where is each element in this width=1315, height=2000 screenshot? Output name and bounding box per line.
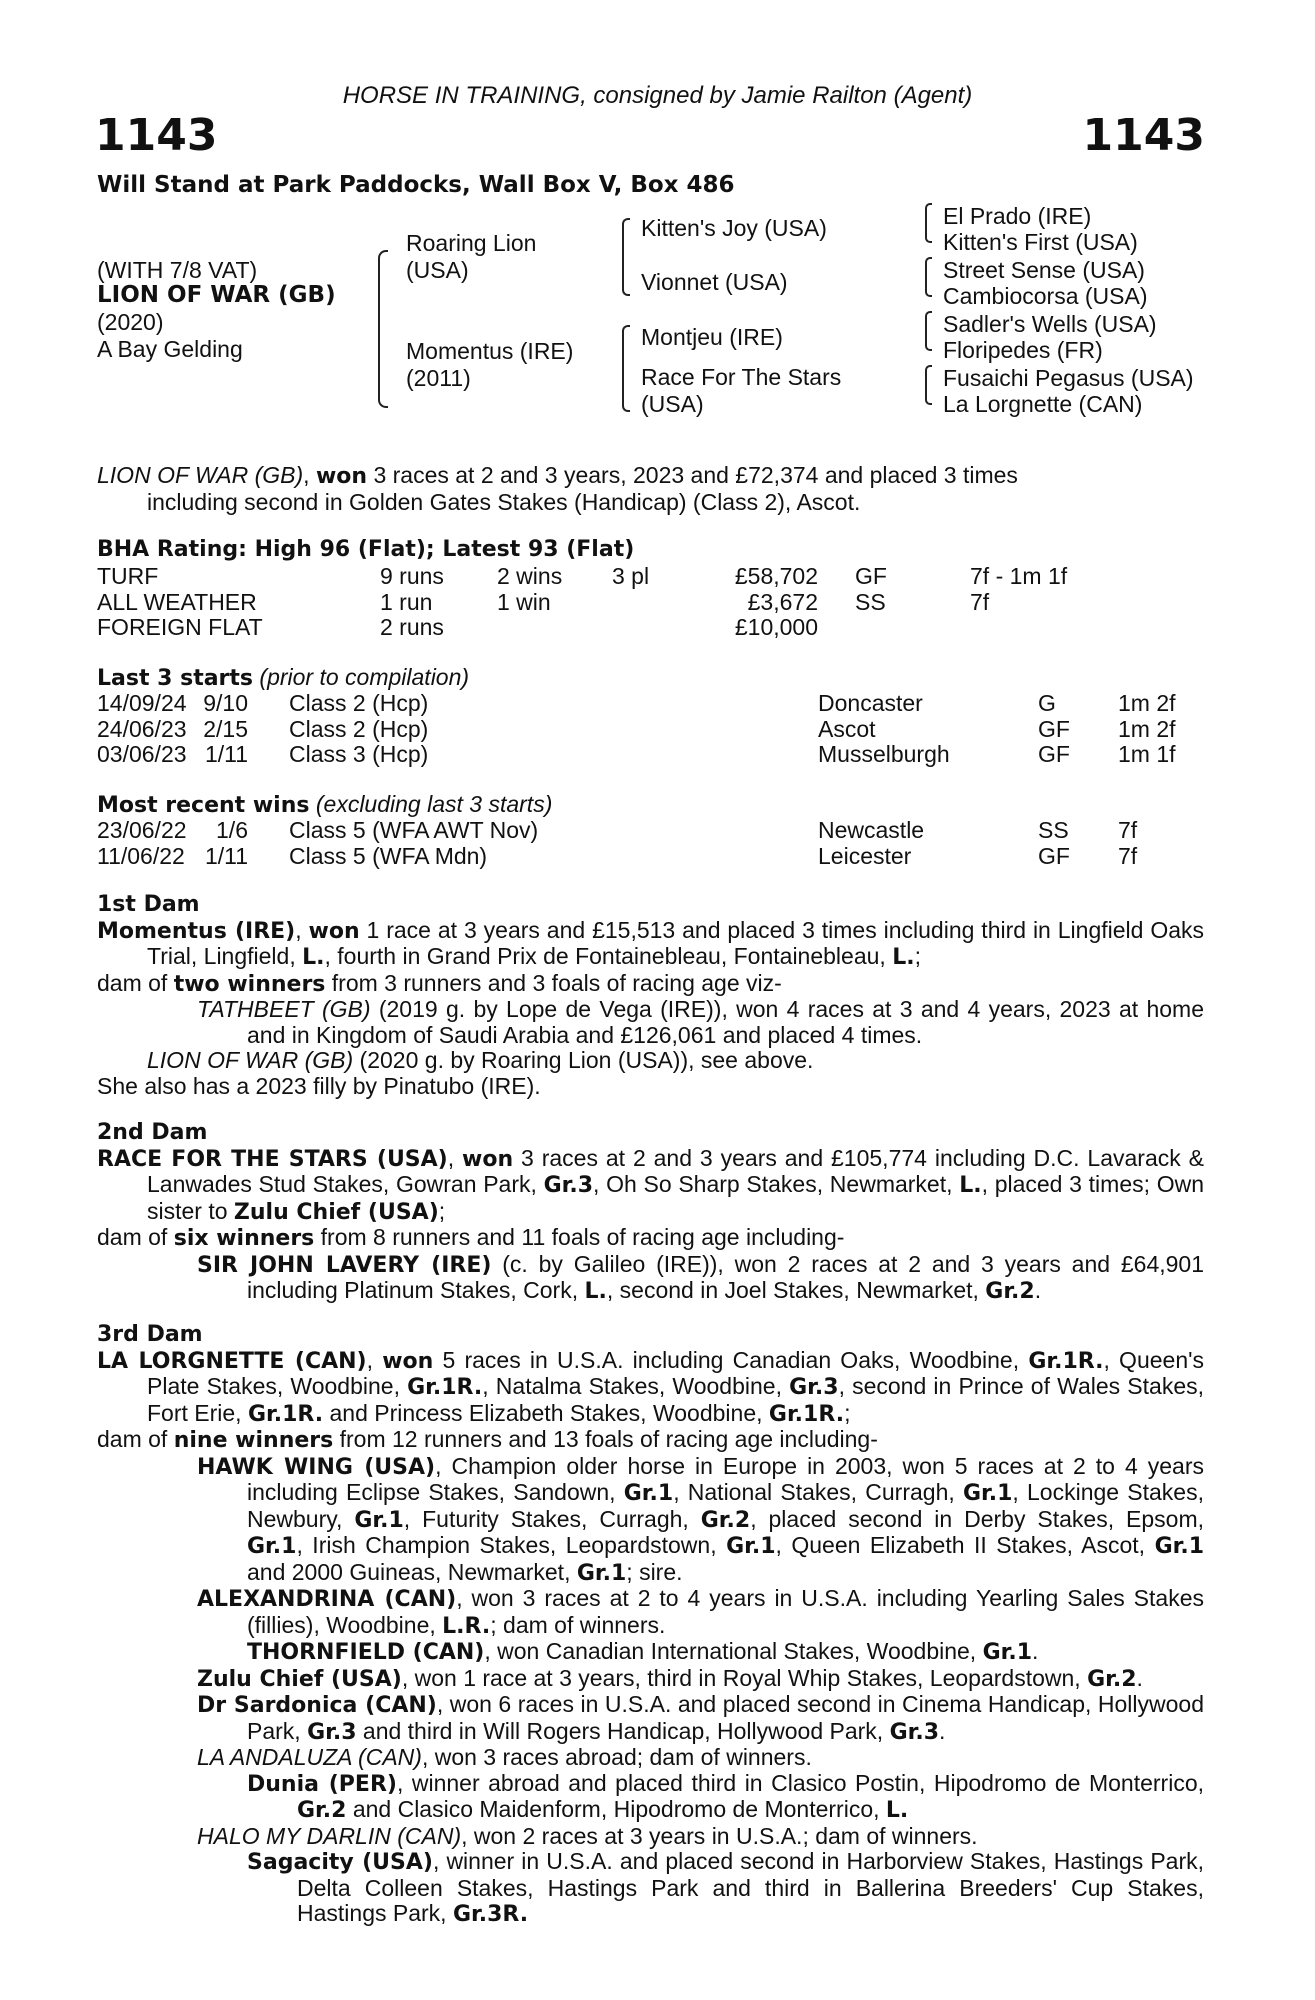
third-dam-winners: nine winners — [173, 1428, 334, 1453]
last3-distance: 1m 1f — [1118, 741, 1176, 767]
third-dam-grade-1: Gr.1R. — [1028, 1348, 1104, 1374]
second-dam-winners: six winners — [173, 1226, 315, 1251]
first-dam-listed-1: L. — [302, 945, 325, 970]
last3-course: Ascot — [818, 715, 876, 742]
dunia-grade: Gr.2 — [297, 1798, 347, 1823]
alexandrina-grade: L.R. — [442, 1613, 491, 1639]
halo-my-darlin-text: , won 2 races at 3 years in U.S.A.; dam of winners. — [461, 1822, 978, 1849]
first-dam-won: won — [308, 918, 360, 944]
progeny-sir-john-lavery-text: (c. by Galileo (IRE)), won 2 races at 2 and 3 years and £64,901 including Platinum Stakes, Cork, — [247, 1250, 1204, 1303]
first-dam-damof: dam of — [97, 969, 174, 996]
hawk-g5: Gr.1 — [247, 1534, 297, 1559]
recent-heading-line — [97, 791, 552, 818]
dr-sardonica-text-3: . — [939, 1717, 946, 1744]
hawk-g4: Gr.2 — [700, 1507, 751, 1533]
progeny-sagacity — [97, 1849, 1204, 1928]
pedigree-brace-dd — [925, 365, 932, 405]
dam-sire: Montjeu (IRE) — [641, 324, 783, 350]
second-dam-damof-rest: from 8 runners and 11 foals of racing age including- — [314, 1224, 845, 1250]
third-dam-grade-4: Gr.1R. — [247, 1401, 324, 1427]
third-dam-won: won — [382, 1348, 434, 1374]
dr-sardonica-grade-1: Gr.3 — [307, 1719, 357, 1745]
last3-course: Musselburgh — [818, 741, 950, 767]
gp-dsd: Floripedes (FR) — [943, 337, 1103, 363]
progeny-halo-my-darlin — [97, 1824, 1204, 1850]
last3-race: Class 2 (Hcp) — [289, 690, 429, 716]
progeny-sjl-listed: L. — [584, 1279, 607, 1304]
third-dam-section: 3rd Dam LA LORGNETTE (CAN), won 5 races in U.S.A. including Canadian Oaks, Woodbine, Gr.1R., Queen's Plate Stakes, Woodbine, Gr.1R., Natalma Stakes, Woodbine, Gr.3, second in Prince of Wales Stakes, Fort Erie, Gr.1R. and Princess Elizabeth Stakes, Woodbine, Gr.1R.; dam of nine winners from 12 runners and 13 foals of racing age including- HAWK WING (USA), Champion older horse in Europe in 2003, won 5 races at 2 to 4 years including Eclipse Stakes, Sandown, Gr.1, National Stakes, Curragh, Gr.1, Lockinge Stakes, Newbury, Gr.1, Futurity Stakes, Curragh, Gr.2, placed second in Derby Stakes, Epsom, Gr.1, Irish Champion Stakes, Leopardstown, Gr.1, Queen Elizabeth II Stakes, Ascot, Gr.1 and 2000 Guineas, Newmarket, Gr.1; sire. ALEXANDRINA (CAN), won 3 races at 2 to 4 years in U.S.A. including Yearling Sales Stakes (fillies), Woodbine, L.R.; dam of winners. THORNFIELD (CAN), won Canadian International Stakes, Woodbine, Gr.1. Zulu Chief (USA), won 1 race at 3 years, third in Royal Whip Stakes, Leopardstown, Gr.2. Dr Sardonica (CAN), won 6 races in U.S.A. and placed second in Cinema Handicap, Hollywood Park, Gr.3 and third in Will Rogers Handicap, Hollywood Park, Gr.3. LA ANDALUZA (CAN), won 3 races abroad; dam of winners. Dunia (PER), winner abroad and placed third in Clasico Postin, Hipodromo de Monterrico, Gr.2 and Clasico Maidenform, Hipodromo de Monterrico, L. HALO MY DARLIN (CAN), won 2 races at 3 years in U.S.A.; dam of winners. Sagacity (USA), winner in U.S.A. and placed second in Harborview Stakes, Hastings Park, Delta Colleen Stakes, Hastings Park and third in Ballerina Breeders' Cup Stakes, Hastings Park, Gr.3R. — [97, 1322, 1205, 1927]
progeny-dunia — [97, 1771, 1204, 1824]
hawk-g7: Gr.1 — [1154, 1534, 1204, 1559]
third-dam-damof-rest: from 12 runners and 13 foals of racing age including- — [333, 1426, 878, 1452]
la-andaluza-text: , won 3 races abroad; dam of winners. — [421, 1744, 812, 1770]
sagacity-text: , winner in U.S.A. and placed second in Harborview Stakes, Hastings Park, Delta Colleen Stakes, Hastings Park and third in Ballerina Breeders' Cup Stakes, Hastings Park, — [297, 1848, 1205, 1926]
dunia-listed: L. — [885, 1798, 909, 1823]
summary-text-b: including second in Golden Gates Stakes (Handicap) (Class 2), Ascot. — [147, 488, 861, 515]
progeny-alexandrina — [97, 1586, 1204, 1639]
zulu-chief-text-2: . — [1136, 1664, 1143, 1691]
first-dam-text-3: ; — [914, 943, 921, 969]
thornfield-grade: Gr.1 — [982, 1640, 1033, 1665]
zulu-chief-name: Zulu Chief (USA) — [197, 1666, 402, 1692]
recent-position: 1/11 — [204, 842, 248, 869]
rating-runs: 2 runs — [380, 614, 444, 640]
dam-name: Momentus (IRE) — [406, 338, 574, 364]
thornfield-name: THORNFIELD (CAN) — [247, 1640, 485, 1665]
recent-date: 23/06/22 — [97, 817, 187, 843]
last3-race: Class 3 (Hcp) — [289, 741, 429, 767]
alexandrina-name: ALEXANDRINA (CAN) — [197, 1587, 457, 1612]
hawk-t7: , Queen Elizabeth II Stakes, Ascot, — [775, 1532, 1155, 1558]
progeny-zulu-chief — [97, 1666, 1204, 1693]
summary-won: won — [315, 464, 368, 489]
third-dam-text-2: , Queen's Plate Stakes, Woodbine, — [147, 1346, 1205, 1399]
pedigree-brace-sd — [925, 257, 932, 297]
rating-distance: 7f - 1m 1f — [970, 563, 1068, 589]
recent-race: Class 5 (WFA AWT Nov) — [289, 817, 539, 843]
last3-position: 1/11 — [204, 741, 248, 767]
rating-distance: 7f — [970, 588, 990, 615]
consignor-line: HORSE IN TRAINING, consigned by Jamie Railton (Agent) — [342, 82, 973, 109]
progeny-hawk-wing — [97, 1454, 1204, 1587]
progeny-dr-sardonica — [97, 1692, 1204, 1745]
dunia-text-2: and Clasico Maidenform, Hipodromo de Monterrico, — [346, 1796, 886, 1822]
third-dam-heading: 3rd Dam — [97, 1322, 203, 1347]
sire-sire: Kitten's Joy (USA) — [641, 215, 827, 241]
first-dam-name: Momentus (IRE) — [97, 918, 296, 944]
first-dam-also: She also has a 2023 filly by Pinatubo (IRE). — [97, 1072, 541, 1099]
halo-my-darlin-name: HALO MY DARLIN (CAN) — [197, 1822, 462, 1849]
last3-going: GF — [1038, 741, 1070, 767]
rating-surface: TURF — [97, 563, 159, 589]
gp-dds: Fusaichi Pegasus (USA) — [943, 365, 1194, 391]
last3-going: G — [1038, 690, 1056, 716]
last3-note: (prior to compilation) — [259, 664, 470, 690]
rating-runs: 9 runs — [380, 563, 444, 589]
third-dam-text-6: ; — [844, 1399, 851, 1426]
second-dam-damof: dam of — [97, 1224, 174, 1250]
recent-course: Leicester — [818, 842, 912, 869]
first-dam-section: 1st Dam Momentus (IRE), won 1 race at 3 years and £15,513 and placed 3 times including third in Lingfield Oaks Trial, Lingfield, L., fourth in Grand Prix de Fontainebleau, Fontainebleau, L.; dam of two winners from 3 runners and 3 foals of racing age viz- TATHBEET (GB) (2019 g. by Lope de Vega (IRE)), won 4 races at 3 and 4 years, 2023 at home and in Kingdom of Saudi Arabia and £126,061 and placed 4 times. LION OF WAR (GB) (2020 g. by Roaring Lion (USA)), see above. She also has a 2023 filly by Pinatubo (IRE). — [97, 892, 1205, 1099]
progeny-thornfield — [97, 1639, 1204, 1666]
hawk-t3: , Lockinge Stakes, Newbury, — [247, 1479, 1204, 1532]
zulu-chief-text: , won 1 race at 3 years, third in Royal Whip Stakes, Leopardstown, — [401, 1664, 1088, 1691]
rating-heading: BHA Rating: High 96 (Flat); Latest 93 (Flat) — [97, 537, 635, 562]
progeny-sir-john-lavery: SIR JOHN LAVERY (IRE) — [197, 1252, 492, 1278]
pedigree-brace-ss — [925, 203, 932, 243]
last3-date: 24/06/23 — [97, 715, 187, 742]
hawk-t8: and 2000 Guineas, Newmarket, — [247, 1558, 577, 1585]
gp-sss: El Prado (IRE) — [943, 203, 1092, 229]
hawk-g3: Gr.1 — [354, 1507, 404, 1533]
pedigree-brace-sire — [622, 218, 630, 296]
recent-distance: 7f — [1118, 842, 1138, 869]
rating-runs: 1 run — [380, 588, 433, 615]
third-dam-grade-5: Gr.1R. — [768, 1401, 845, 1427]
progeny-sjl-grade: Gr.2 — [985, 1279, 1035, 1304]
horse-name: LION OF WAR (GB) — [97, 282, 336, 308]
second-dam-text-2: , Oh So Sharp Stakes, Newmarket, — [593, 1171, 960, 1197]
alexandrina-text: , won 3 races at 2 to 4 years in U.S.A. including Yearling Sales Stakes (fillies), Woodbine, — [247, 1585, 1204, 1638]
rating-wins: 1 win — [497, 588, 551, 615]
last3-race: Class 2 (Hcp) — [289, 715, 429, 742]
gp-sds: Street Sense (USA) — [943, 257, 1145, 283]
stand-location: Will Stand at Park Paddocks, Wall Box V, Box 486 — [97, 172, 735, 198]
pedigree-brace-ds — [925, 311, 932, 351]
sagacity-grade: Gr.3R. — [452, 1902, 529, 1927]
hawk-wing-name: HAWK WING (USA) — [197, 1454, 436, 1480]
lot-number-left: 1143 — [95, 110, 218, 161]
rating-wins: 2 wins — [497, 563, 563, 589]
dam-dam-country: (USA) — [641, 391, 704, 417]
sagacity-name: Sagacity (USA) — [247, 1850, 433, 1875]
hawk-t9: ; sire. — [626, 1558, 683, 1585]
hawk-wing-text: , Champion older horse in Europe in 2003, won 5 races at 2 to 4 years including Eclipse Stakes, Sandown, — [247, 1452, 1204, 1505]
rating-prize: £3,672 — [747, 588, 818, 615]
race-summary: LION OF WAR (GB), won 3 races at 2 and 3 years, 2023 and £72,374 and placed 3 times including second in Golden Gates Stakes (Handicap) (Class 2), Ascot. — [97, 462, 1018, 515]
recent-race: Class 5 (WFA Mdn) — [289, 842, 488, 869]
second-dam-section: 2nd Dam RACE FOR THE STARS (USA), won 3 races at 2 and 3 years and £105,774 including D.C. Lavarack & Lanwades Stud Stakes, Gowran Park, Gr.3, Oh So Sharp Stakes, Newmarket, L., placed 3 times; Own sister to Zulu Chief (USA); dam of six winners from 8 runners and 11 foals of racing age including- SIR JOHN LAVERY (IRE) (c. by Galileo (IRE)), won 2 races at 2 and 3 years and £64,901 including Platinum Stakes, Cork, L., second in Joel Stakes, Newmarket, Gr.2. — [97, 1120, 1204, 1304]
second-dam-listed: L. — [959, 1173, 982, 1198]
last3-distance: 1m 2f — [1118, 715, 1176, 742]
dr-sardonica-grade-2: Gr.3 — [889, 1719, 940, 1745]
rating-prize: £58,702 — [734, 563, 818, 589]
zulu-chief-grade: Gr.2 — [1087, 1666, 1137, 1692]
hawk-t5: , placed second in Derby Stakes, Epsom, — [750, 1505, 1204, 1532]
last3-going: GF — [1038, 715, 1070, 742]
last3-position: 9/10 — [203, 690, 248, 716]
dunia-name: Dunia (PER) — [247, 1771, 397, 1797]
hawk-g1: Gr.1 — [623, 1481, 674, 1506]
recent-note: (excluding last 3 starts) — [315, 791, 553, 817]
progeny-lion-of-war-text: (2020 g. by Roaring Lion (USA)), see above. — [353, 1047, 814, 1073]
rating-surface: FOREIGN FLAT — [97, 614, 263, 640]
second-dam-grade-1: Gr.3 — [543, 1173, 594, 1198]
last3-heading-line — [97, 664, 469, 691]
last3-date: 03/06/23 — [97, 741, 187, 767]
sire-dam: Vionnet (USA) — [641, 269, 788, 295]
third-dam-text-3: , Natalma Stakes, Woodbine, — [482, 1373, 790, 1399]
hawk-g8: Gr.1 — [576, 1560, 627, 1586]
second-dam-text: 3 races at 2 and 3 years and £105,774 including D.C. Lavarack & Lanwades Stud Stakes, Gowran Park, — [147, 1144, 1204, 1197]
first-dam-text: 1 race at 3 years and £15,513 and placed 3 times including third in Lingfield Oaks Trial, Lingfield, — [147, 916, 1205, 969]
progeny-lion-of-war: LION OF WAR (GB) — [147, 1047, 354, 1073]
rating-prize: £10,000 — [734, 614, 818, 640]
last3-heading: Last 3 starts — [97, 666, 254, 691]
recent-date: 11/06/22 — [97, 842, 185, 869]
thornfield-text-2: . — [1032, 1638, 1039, 1664]
summary-text-a: 3 races at 2 and 3 years, 2023 and £72,374 and placed 3 times — [367, 462, 1018, 488]
third-dam-grade-3: Gr.3 — [789, 1375, 839, 1400]
second-dam-text-4: ; — [438, 1197, 446, 1224]
progeny-tathbeet: TATHBEET (GB) — [197, 996, 371, 1022]
recent-course: Newcastle — [818, 817, 925, 843]
dam-dam: Race For The Stars — [641, 364, 842, 390]
second-dam-heading: 2nd Dam — [97, 1120, 208, 1145]
rating-places: 3 pl — [612, 563, 650, 589]
third-dam-damof: dam of — [97, 1426, 174, 1452]
hawk-t2: , National Stakes, Curragh, — [673, 1479, 963, 1505]
alexandrina-text-2: ; dam of winners. — [490, 1611, 666, 1638]
second-dam-won: won — [462, 1146, 514, 1172]
gp-ddd: La Lorgnette (CAN) — [943, 391, 1143, 417]
recent-going: SS — [1038, 817, 1069, 843]
gp-ssd: Kitten's First (USA) — [943, 229, 1138, 255]
progeny-sjl-text-3: . — [1034, 1277, 1042, 1303]
gp-sdd: Cambiocorsa (USA) — [943, 283, 1148, 309]
dam-year: (2011) — [406, 365, 471, 391]
progeny-la-andaluza — [97, 1745, 1204, 1771]
last3-position: 2/15 — [203, 715, 248, 742]
rating-going: SS — [855, 588, 886, 615]
progeny-sjl-text-2: , second in Joel Stakes, Newmarket, — [606, 1277, 986, 1303]
first-dam-text-2: , fourth in Grand Prix de Fontainebleau, Fontainebleau, — [324, 943, 893, 969]
pedigree-brace-main — [378, 250, 388, 408]
third-dam-text-5: and Princess Elizabeth Stakes, Woodbine, — [323, 1399, 769, 1426]
progeny-tathbeet-text: (2019 g. by Lope de Vega (IRE)), won 4 races at 3 and 4 years, 2023 at home and in Kingdom of Saudi Arabia and £126,061 and placed 4 times. — [247, 996, 1204, 1048]
la-andaluza-name: LA ANDALUZA (CAN) — [197, 1744, 422, 1770]
vat-note: (WITH 7/8 VAT) — [97, 257, 258, 283]
dr-sardonica-text: , won 6 races in U.S.A. and placed second in Cinema Handicap, Hollywood Park, — [247, 1691, 1204, 1744]
hawk-t4: , Futurity Stakes, Curragh, — [403, 1505, 701, 1532]
second-dam-name: RACE FOR THE STARS (USA) — [97, 1146, 448, 1172]
horse-year: (2020) — [97, 309, 164, 335]
recent-position: 1/6 — [216, 817, 248, 843]
rating-going: GF — [855, 563, 887, 589]
third-dam-grade-2: Gr.1R. — [407, 1375, 483, 1400]
rating-surface: ALL WEATHER — [97, 588, 257, 615]
last3-distance: 1m 2f — [1118, 690, 1176, 716]
dr-sardonica-name: Dr Sardonica (CAN) — [197, 1693, 437, 1718]
hawk-t6: , Irish Champion Stakes, Leopardstown, — [296, 1532, 727, 1558]
recent-going: GF — [1038, 842, 1070, 869]
sire-name: Roaring Lion — [406, 230, 537, 256]
recent-heading: Most recent wins — [97, 793, 310, 818]
third-dam-name: LA LORGNETTE (CAN) — [97, 1348, 367, 1374]
lot-number-right: 1143 — [1082, 110, 1205, 161]
recent-distance: 7f — [1118, 817, 1138, 843]
second-dam-text-3: , placed 3 times; Own sister to — [147, 1171, 1204, 1224]
dunia-text: , winner abroad and placed third in Clasico Postin, Hipodromo de Monterrico, — [396, 1769, 1204, 1796]
first-dam-damof-rest: from 3 runners and 3 foals of racing age viz- — [325, 969, 782, 996]
summary-horse-name: LION OF WAR (GB) — [97, 462, 304, 488]
hawk-g2: Gr.1 — [962, 1481, 1013, 1506]
gp-dss: Sadler's Wells (USA) — [943, 311, 1157, 337]
pedigree-brace-dam — [622, 325, 630, 412]
third-dam-text-4: , second in Prince of Wales Stakes, Fort Erie, — [147, 1373, 1205, 1426]
first-dam-heading: 1st Dam — [97, 892, 200, 917]
horse-description: A Bay Gelding — [97, 336, 243, 362]
dr-sardonica-text-2: and third in Will Rogers Handicap, Hollywood Park, — [356, 1717, 890, 1744]
thornfield-text: , won Canadian International Stakes, Woodbine, — [484, 1638, 983, 1664]
last3-date: 14/09/24 — [97, 690, 187, 716]
first-dam-winners: two winners — [173, 971, 326, 997]
hawk-g6: Gr.1 — [726, 1534, 776, 1559]
first-dam-listed-2: L. — [892, 945, 915, 970]
sire-country: (USA) — [406, 257, 469, 283]
last3-course: Doncaster — [818, 690, 923, 716]
second-dam-sister: Zulu Chief (USA) — [233, 1199, 439, 1225]
third-dam-text: 5 races in U.S.A. including Canadian Oaks, Woodbine, — [433, 1346, 1029, 1373]
